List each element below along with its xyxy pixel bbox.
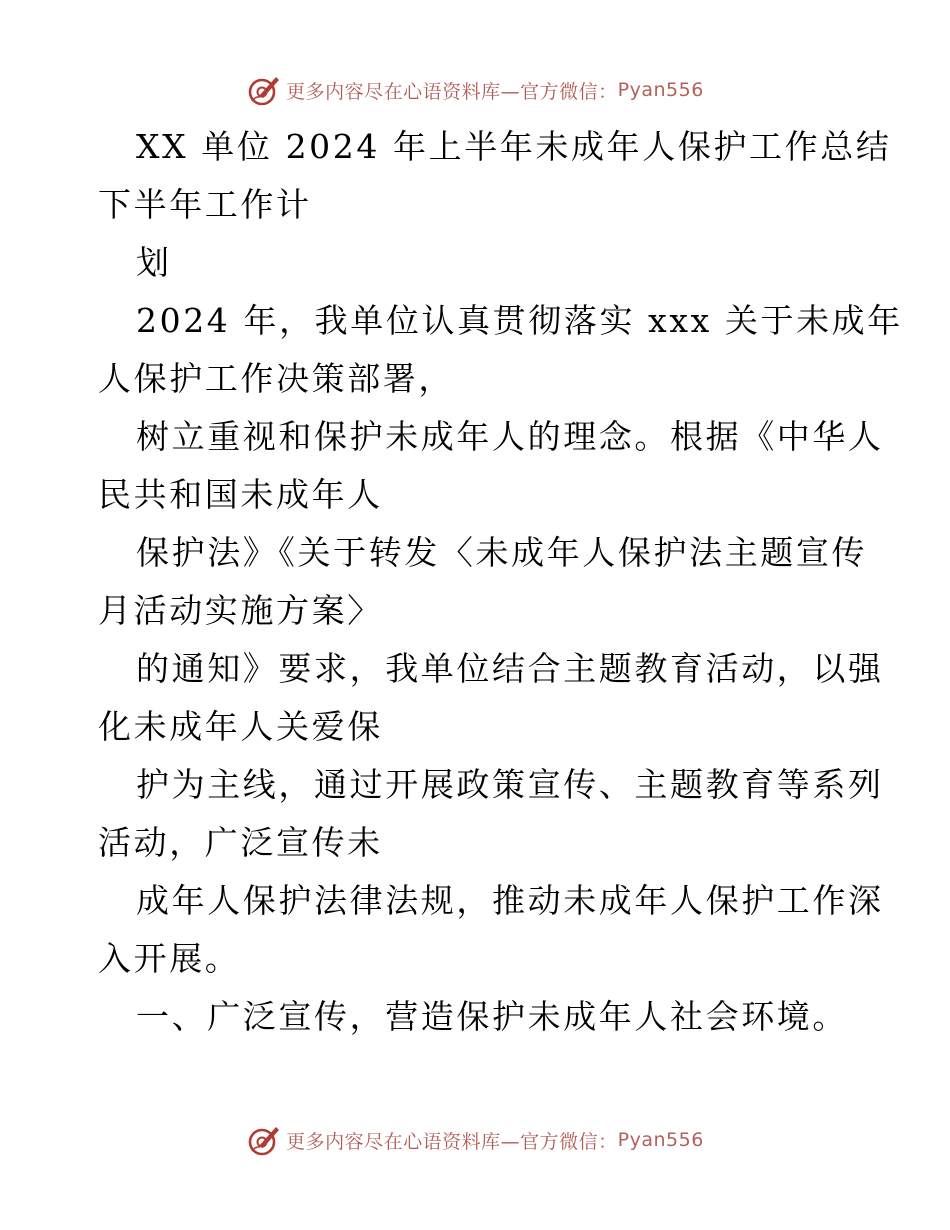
text-line: 民共和国未成年人 xyxy=(98,475,383,514)
text-line: 2024 年，我单位认真贯彻落实 xxx 关于未成年 xyxy=(136,301,903,340)
pen-logo-icon xyxy=(246,72,282,108)
watermark-id: Pyan556 xyxy=(617,1129,704,1151)
text-line: 护为主线，通过开展政策宣传、主题教育等系列 xyxy=(136,765,884,804)
text-line: 化未成年人关爱保 xyxy=(98,707,383,746)
text-line: 下半年工作计 xyxy=(98,185,312,224)
text-line: 月活动实施方案〉 xyxy=(98,591,383,630)
text-line: 入开展。 xyxy=(98,939,241,978)
watermark-text: 更多内容尽在心语资料库—官方微信： xyxy=(286,1130,618,1153)
text-line: 人保护工作决策部署， xyxy=(98,359,454,398)
text-line: 成年人保护法律法规，推动未成年人保护工作深 xyxy=(136,881,884,920)
watermark-text: 更多内容尽在心语资料库—官方微信： xyxy=(286,80,618,103)
text-line: 活动，广泛宣传未 xyxy=(98,823,383,862)
watermark-id: Pyan556 xyxy=(617,79,704,101)
watermark-header xyxy=(0,68,950,112)
watermark-footer xyxy=(0,1118,950,1162)
text-line: 树立重视和保护未成年人的理念。根据《中华人 xyxy=(136,417,884,456)
text-line: 划 xyxy=(136,243,172,282)
document-body xyxy=(98,118,903,1046)
text-line: 保护法》《关于转发〈未成年人保护法主题宣传 xyxy=(136,533,868,572)
text-line: 的通知》要求，我单位结合主题教育活动，以强 xyxy=(136,649,884,688)
pen-logo-icon xyxy=(246,1122,282,1158)
text-line: XX 单位 2024 年上半年未成年人保护工作总结 xyxy=(136,127,892,166)
text-line: 一、广泛宣传，营造保护未成年人社会环境。 xyxy=(136,997,848,1036)
